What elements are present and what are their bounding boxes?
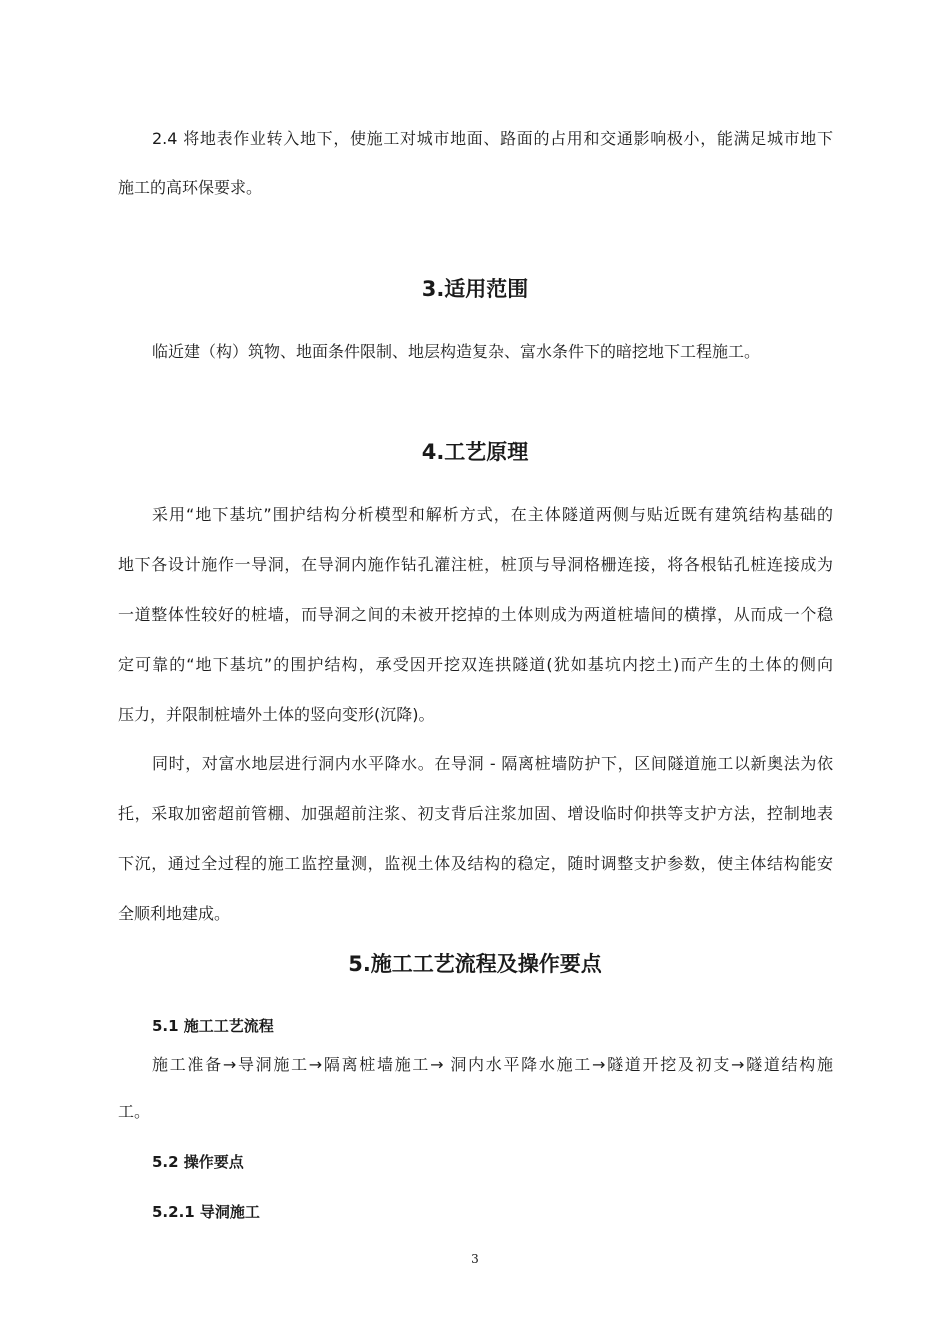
sec4-p2-line-1: 同时，对富水地层进行洞内水平降水。在导洞 - 隔离桩墙防护下，区间隧道施工以新奥法为依 [152,754,833,773]
subsection-5-2-1-title: 5.2.1 导洞施工 [152,1203,260,1221]
sec2-4-line-2: 施工的高环保要求。 [118,178,263,197]
sec4-p2-line-3: 下沉，通过全过程的施工监控量测，监视土体及结构的稳定，随时调整支护参数，使主体结构能安 [118,854,833,873]
flow-line-1: 施工准备→导洞施工→隔离桩墙施工→ 洞内水平降水施工→隧道开挖及初支→隧道结构施 [152,1055,833,1074]
section-4-title: 4.工艺原理 [421,440,529,464]
sec4-p1-line-4: 定可靠的“地下基坑”的围护结构，承受因开挖双连拱隧道(犹如基坑内挖土)而产生的土体的侧向 [118,655,833,674]
sec4-p1-line-2: 地下各设计施作一导洞，在导洞内施作钻孔灌注桩，桩顶与导洞格栅连接，将各根钻孔桩连接成为 [118,555,833,574]
section-3-title: 3.适用范围 [421,277,529,301]
sec4-p2-line-4: 全顺利地建成。 [118,904,231,923]
subsection-5-1-title: 5.1 施工工艺流程 [152,1017,274,1035]
subsection-5-2-title: 5.2 操作要点 [152,1153,244,1171]
sec4-p2-line-2: 托，采取加密超前管棚、加强超前注浆、初支背后注浆加固、增设临时仰拱等支护方法，控制地表 [118,804,833,823]
flow-line-2: 工。 [118,1102,151,1121]
sec4-p1-line-3: 一道整体性较好的桩墙，而导洞之间的未被开挖掉的土体则成为两道桩墙间的横撑，从而成一个稳 [118,605,833,624]
section-5-title: 5.施工工艺流程及操作要点 [348,952,602,976]
sec4-p1-line-1: 采用“地下基坑”围护结构分析模型和解析方式，在主体隧道两侧与贴近既有建筑结构基础的 [152,505,833,524]
sec4-p1-line-5: 压力，并限制桩墙外土体的竖向变形(沉降)。 [118,705,435,724]
sec3-line-1: 临近建（构）筑物、地面条件限制、地层构造复杂、富水条件下的暗挖地下工程施工。 [152,342,761,361]
sec2-4-line-1: 2.4 将地表作业转入地下，使施工对城市地面、路面的占用和交通影响极小，能满足城市地下 [152,129,833,148]
page-number: 3 [471,1252,479,1266]
